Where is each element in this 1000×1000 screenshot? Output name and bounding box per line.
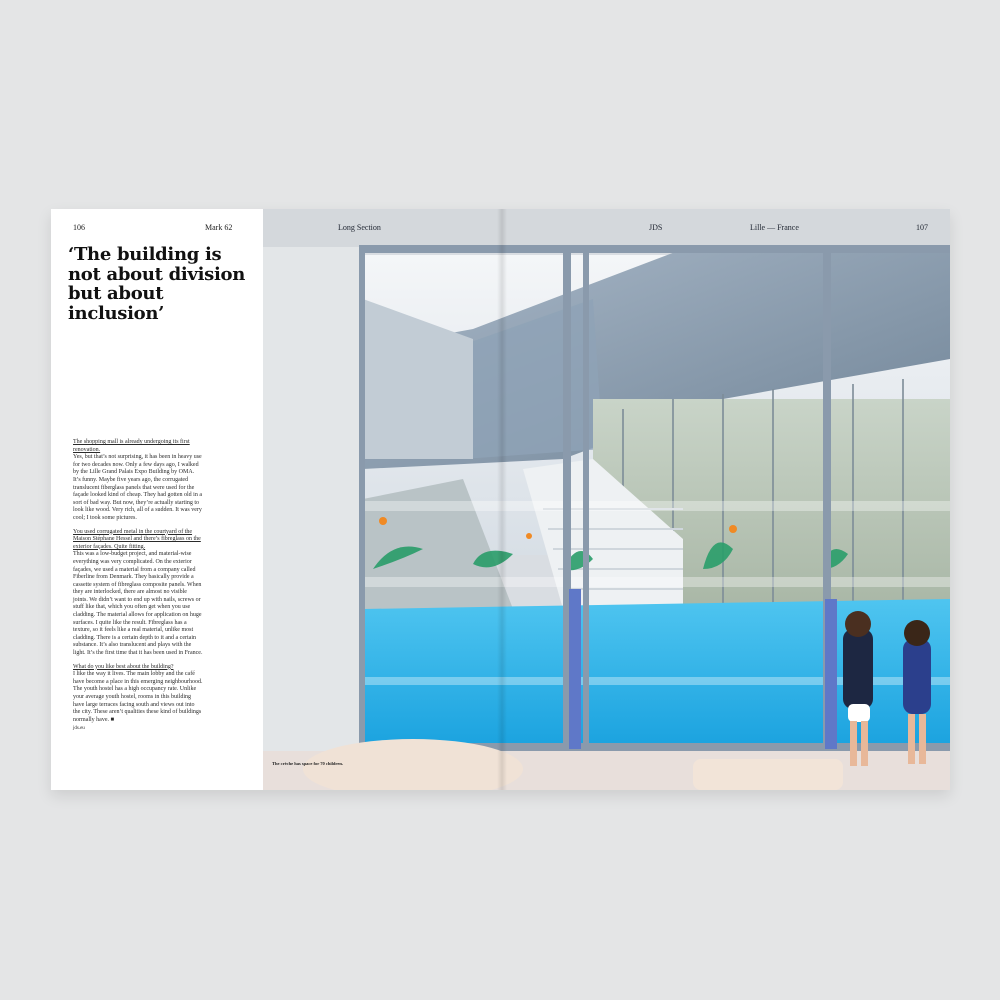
magazine-folio: Mark 62 [205,223,233,232]
page-gutter [497,209,507,790]
interview-paragraph [73,664,203,733]
page-number-right: 107 [916,223,928,232]
pull-quote: ‘The building is not about division but about inclusion’ [68,244,245,324]
interview-answer: I like the way it lives. The main lobby and the café have become a place in this emerging neighbourhood. The youth hostel has a high occupancy rate. Unlike your average youth hostel, rooms in this building have large terraces facing south and views out into the city. These aren’t qualities these kind of buildings normally have. ■ [73,671,203,723]
interview-paragraph [73,439,203,523]
courtyard-photo [263,209,950,790]
interview-paragraph [73,529,203,658]
interview-answer: Yes, but that’s not surprising, it has been in heavy use for two decades now. Only a few days ago, I walked by the Lille Grand Palais Expo Building by OMA. It’s funny. Maybe five years ago, the corrugated translucent fiberglass panels that were used for the façade looked kind of cheap. They had gotten old in a sort of bad way. But now, they’re actually starting to look like wood. Very rich, all of a sudden. It was very cool; I took some pictures. [73,454,203,521]
photo-caption: The crèche has space for 70 children. [272,761,343,766]
interview-answer: This was a low-budget project, and material-wise everything was very complicated. On the exterior façades, we used a material from a company called Fiberline from Denmark. They basically provide a cassette system of fibreglass composite panels. When they are interlocked, there are almost no visible joints. We didn’t want to end up with nails, screws or stuff like that, which you often get when you use cladding. The material allows for application on huge surfaces. I quite like the result. Fibreglass has a texture, so it feels like a real material, unlike most cladding. There is a certain depth to it and a certain substance. It’s also translucent and plays with the light. It’s the first time that it has been used in France. [73,551,203,657]
location: Lille — France [750,223,799,232]
interview-question: The shopping mall is already undergoing its first renovation. [73,439,190,453]
left-page [51,209,263,790]
section-name: Long Section [338,223,381,232]
magazine-spread [51,209,950,790]
page-number-left: 106 [73,223,85,232]
interview-text [73,439,203,739]
photo-illustration [263,209,950,790]
firm-name: JDS [649,223,663,232]
interview-question: What do you like best about the building? [73,663,174,670]
source-link: jds.eu [73,726,85,732]
interview-question: You used corrugated metal in the courtyard of the Maison Stéphane Hessel and there’s fibreglass on the exterior façades. Quite fitting. [73,528,201,550]
